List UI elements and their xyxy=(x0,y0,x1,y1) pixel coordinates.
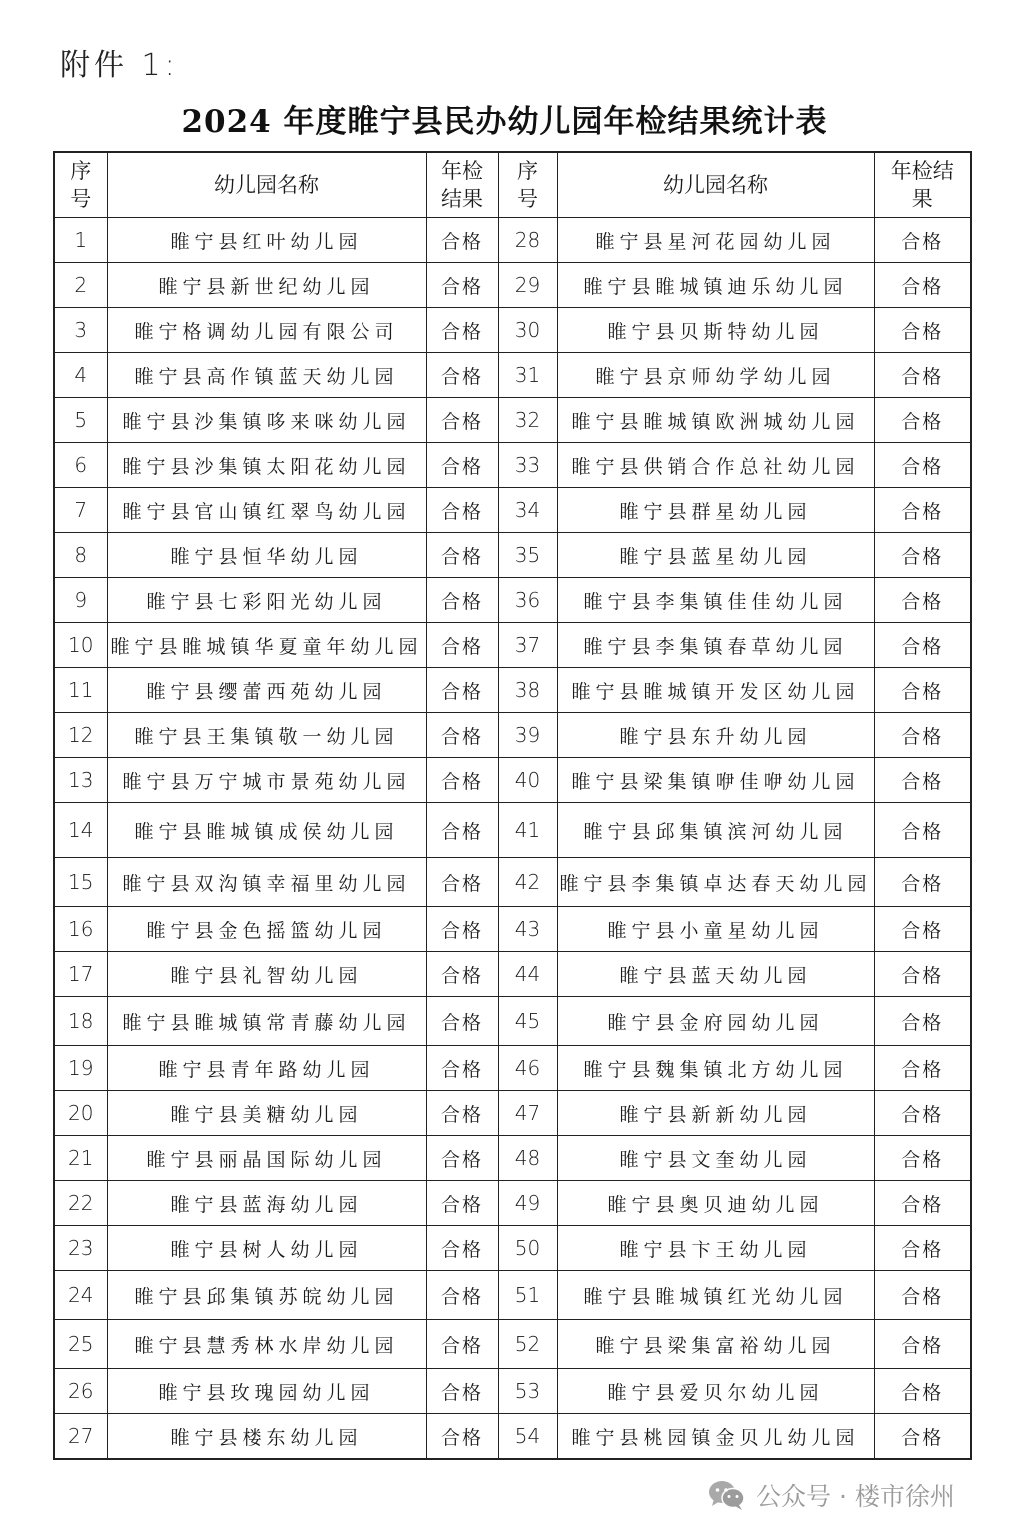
serial-no-cell: 12 xyxy=(54,713,107,758)
serial-no-cell: 49 xyxy=(498,1181,557,1226)
serial-no-cell: 29 xyxy=(498,263,557,308)
kindergarten-name-cell: 睢宁县供销合作总社幼儿园 xyxy=(557,443,874,488)
inspection-result-cell: 合格 xyxy=(426,803,498,858)
inspection-result-cell: 合格 xyxy=(874,1046,971,1091)
inspection-result-cell: 合格 xyxy=(874,952,971,997)
inspection-result-cell: 合格 xyxy=(426,668,498,713)
table-row xyxy=(54,398,971,443)
inspection-result-cell: 合格 xyxy=(874,1369,971,1414)
document-title: 2024 年度睢宁县民办幼儿园年检结果统计表 xyxy=(181,104,828,140)
kindergarten-name-cell: 睢宁县七彩阳光幼儿园 xyxy=(107,578,426,623)
kindergarten-name-cell: 睢宁县群星幼儿园 xyxy=(557,488,874,533)
kindergarten-name-cell: 睢宁县睢城镇红光幼儿园 xyxy=(557,1271,874,1320)
kindergarten-name-cell: 睢宁县金府园幼儿园 xyxy=(557,997,874,1046)
wechat-icon xyxy=(708,1479,746,1511)
table-row xyxy=(54,623,971,668)
inspection-result-cell: 合格 xyxy=(426,488,498,533)
kindergarten-name-cell: 睢宁县贝斯特幼儿园 xyxy=(557,308,874,353)
inspection-result-cell: 合格 xyxy=(426,533,498,578)
kindergarten-name-cell: 睢宁县恒华幼儿园 xyxy=(107,533,426,578)
inspection-result-cell: 合格 xyxy=(426,1271,498,1320)
inspection-result-cell: 合格 xyxy=(426,758,498,803)
serial-no-cell: 31 xyxy=(498,353,557,398)
kindergarten-name-cell: 睢宁县金色摇篮幼儿园 xyxy=(107,907,426,952)
inspection-result-cell: 合格 xyxy=(426,858,498,907)
kindergarten-name-cell: 睢宁县李集镇佳佳幼儿园 xyxy=(557,578,874,623)
serial-no-cell: 30 xyxy=(498,308,557,353)
table-row xyxy=(54,1091,971,1136)
serial-no-cell: 41 xyxy=(498,803,557,858)
kindergarten-name-cell: 睢宁县新世纪幼儿园 xyxy=(107,263,426,308)
inspection-result-cell: 合格 xyxy=(426,353,498,398)
serial-no-cell: 10 xyxy=(54,623,107,668)
inspection-result-cell: 合格 xyxy=(874,308,971,353)
inspection-result-cell: 合格 xyxy=(874,713,971,758)
inspection-result-cell: 合格 xyxy=(426,1369,498,1414)
table-row xyxy=(54,263,971,308)
inspection-result-cell: 合格 xyxy=(874,353,971,398)
kindergarten-name-cell: 睢宁县慧秀林水岸幼儿园 xyxy=(107,1320,426,1369)
table-row xyxy=(54,1226,971,1271)
inspection-result-cell: 合格 xyxy=(874,1320,971,1369)
kindergarten-name-cell: 睢宁县魏集镇北方幼儿园 xyxy=(557,1046,874,1091)
kindergarten-name-cell: 睢宁县蓝天幼儿园 xyxy=(557,952,874,997)
kindergarten-name-cell: 睢宁县高作镇蓝天幼儿园 xyxy=(107,353,426,398)
kindergarten-name-cell: 睢宁县楼东幼儿园 xyxy=(107,1414,426,1460)
kindergarten-name-cell: 睢宁县奥贝迪幼儿园 xyxy=(557,1181,874,1226)
serial-no-cell: 26 xyxy=(54,1369,107,1414)
kindergarten-name-cell: 睢宁县邱集镇滨河幼儿园 xyxy=(557,803,874,858)
serial-no-cell: 35 xyxy=(498,533,557,578)
kindergarten-name-cell: 睢宁县礼智幼儿园 xyxy=(107,952,426,997)
serial-no-cell: 7 xyxy=(54,488,107,533)
kindergarten-name-cell: 睢宁县树人幼儿园 xyxy=(107,1226,426,1271)
serial-no-cell: 27 xyxy=(54,1414,107,1460)
inspection-result-cell: 合格 xyxy=(426,907,498,952)
serial-no-cell: 36 xyxy=(498,578,557,623)
table-body xyxy=(54,218,971,1460)
table-row xyxy=(54,578,971,623)
inspection-result-cell: 合格 xyxy=(874,443,971,488)
inspection-result-cell: 合格 xyxy=(874,997,971,1046)
kindergarten-name-cell: 睢宁格调幼儿园有限公司 xyxy=(107,308,426,353)
inspection-result-cell: 合格 xyxy=(426,623,498,668)
inspection-result-cell: 合格 xyxy=(874,578,971,623)
header-inspection-result-2: 年检结果 xyxy=(874,152,971,218)
kindergarten-name-cell: 睢宁县沙集镇太阳花幼儿园 xyxy=(107,443,426,488)
inspection-result-cell: 合格 xyxy=(426,1136,498,1181)
table-row xyxy=(54,907,971,952)
kindergarten-name-cell: 睢宁县李集镇卓达春天幼儿园 xyxy=(557,858,874,907)
serial-no-cell: 21 xyxy=(54,1136,107,1181)
serial-no-cell: 44 xyxy=(498,952,557,997)
header-serial-no: 序号 xyxy=(54,152,107,218)
table-row xyxy=(54,1181,971,1226)
inspection-result-cell: 合格 xyxy=(874,398,971,443)
kindergarten-name-cell: 睢宁县睢城镇华夏童年幼儿园 xyxy=(107,623,426,668)
serial-no-cell: 5 xyxy=(54,398,107,443)
table-row xyxy=(54,997,971,1046)
serial-no-cell: 51 xyxy=(498,1271,557,1320)
inspection-result-cell: 合格 xyxy=(874,1414,971,1460)
serial-no-cell: 6 xyxy=(54,443,107,488)
serial-no-cell: 19 xyxy=(54,1046,107,1091)
inspection-result-cell: 合格 xyxy=(426,263,498,308)
serial-no-cell: 53 xyxy=(498,1369,557,1414)
inspection-result-cell: 合格 xyxy=(426,308,498,353)
kindergarten-name-cell: 睢宁县缨蕾西苑幼儿园 xyxy=(107,668,426,713)
inspection-result-cell: 合格 xyxy=(874,1181,971,1226)
serial-no-cell: 54 xyxy=(498,1414,557,1460)
serial-no-cell: 28 xyxy=(498,218,557,263)
table-row xyxy=(54,952,971,997)
kindergarten-name-cell: 睢宁县玫瑰园幼儿园 xyxy=(107,1369,426,1414)
kindergarten-name-cell: 睢宁县青年路幼儿园 xyxy=(107,1046,426,1091)
kindergarten-name-cell: 睢宁县万宁城市景苑幼儿园 xyxy=(107,758,426,803)
table-row xyxy=(54,443,971,488)
kindergarten-name-cell: 睢宁县卞王幼儿园 xyxy=(557,1226,874,1271)
kindergarten-name-cell: 睢宁县邱集镇苏皖幼儿园 xyxy=(107,1271,426,1320)
table-row xyxy=(54,218,971,263)
serial-no-cell: 4 xyxy=(54,353,107,398)
table-row xyxy=(54,1046,971,1091)
table-row xyxy=(54,1136,971,1181)
kindergarten-name-cell: 睢宁县梁集富裕幼儿园 xyxy=(557,1320,874,1369)
serial-no-cell: 47 xyxy=(498,1091,557,1136)
inspection-result-cell: 合格 xyxy=(874,858,971,907)
serial-no-cell: 50 xyxy=(498,1226,557,1271)
inspection-result-cell: 合格 xyxy=(426,1091,498,1136)
attachment-label: 附件 1: xyxy=(60,48,179,83)
header-kindergarten-name: 幼儿园名称 xyxy=(107,152,426,218)
serial-no-cell: 34 xyxy=(498,488,557,533)
kindergarten-name-cell: 睢宁县桃园镇金贝儿幼儿园 xyxy=(557,1414,874,1460)
table-row xyxy=(54,533,971,578)
kindergarten-name-cell: 睢宁县京师幼学幼儿园 xyxy=(557,353,874,398)
kindergarten-name-cell: 睢宁县蓝星幼儿园 xyxy=(557,533,874,578)
inspection-result-cell: 合格 xyxy=(426,1320,498,1369)
watermark-text: 公众号 · 楼市徐州 xyxy=(756,1482,955,1511)
watermark xyxy=(708,1477,955,1513)
serial-no-cell: 42 xyxy=(498,858,557,907)
serial-no-cell: 25 xyxy=(54,1320,107,1369)
inspection-result-cell: 合格 xyxy=(874,758,971,803)
header-serial-no-2: 序号 xyxy=(498,152,557,218)
serial-no-cell: 32 xyxy=(498,398,557,443)
inspection-result-cell: 合格 xyxy=(874,803,971,858)
kindergarten-name-cell: 睢宁县小童星幼儿园 xyxy=(557,907,874,952)
serial-no-cell: 24 xyxy=(54,1271,107,1320)
serial-no-cell: 3 xyxy=(54,308,107,353)
kindergarten-name-cell: 睢宁县睢城镇成侯幼儿园 xyxy=(107,803,426,858)
serial-no-cell: 39 xyxy=(498,713,557,758)
inspection-result-cell: 合格 xyxy=(874,668,971,713)
serial-no-cell: 1 xyxy=(54,218,107,263)
kindergarten-name-cell: 睢宁县文奎幼儿园 xyxy=(557,1136,874,1181)
inspection-result-cell: 合格 xyxy=(426,398,498,443)
kindergarten-name-cell: 睢宁县王集镇敬一幼儿园 xyxy=(107,713,426,758)
inspection-result-cell: 合格 xyxy=(874,1271,971,1320)
header-inspection-result: 年检结果 xyxy=(426,152,498,218)
inspection-result-cell: 合格 xyxy=(874,488,971,533)
inspection-results-table xyxy=(53,151,972,1460)
table-row xyxy=(54,1271,971,1320)
table-row xyxy=(54,803,971,858)
table-row xyxy=(54,353,971,398)
kindergarten-name-cell: 睢宁县官山镇红翠鸟幼儿园 xyxy=(107,488,426,533)
serial-no-cell: 22 xyxy=(54,1181,107,1226)
inspection-result-cell: 合格 xyxy=(426,1414,498,1460)
inspection-result-cell: 合格 xyxy=(426,443,498,488)
kindergarten-name-cell: 睢宁县李集镇春草幼儿园 xyxy=(557,623,874,668)
table-row xyxy=(54,858,971,907)
table-row xyxy=(54,668,971,713)
inspection-result-cell: 合格 xyxy=(426,1046,498,1091)
serial-no-cell: 9 xyxy=(54,578,107,623)
kindergarten-name-cell: 睢宁县红叶幼儿园 xyxy=(107,218,426,263)
inspection-result-cell: 合格 xyxy=(874,263,971,308)
inspection-result-cell: 合格 xyxy=(874,907,971,952)
serial-no-cell: 17 xyxy=(54,952,107,997)
kindergarten-name-cell: 睢宁县睢城镇迪乐幼儿园 xyxy=(557,263,874,308)
serial-no-cell: 13 xyxy=(54,758,107,803)
table-header-row xyxy=(54,152,971,218)
inspection-result-cell: 合格 xyxy=(426,952,498,997)
serial-no-cell: 8 xyxy=(54,533,107,578)
kindergarten-name-cell: 睢宁县梁集镇咿佳咿幼儿园 xyxy=(557,758,874,803)
serial-no-cell: 15 xyxy=(54,858,107,907)
serial-no-cell: 37 xyxy=(498,623,557,668)
inspection-result-cell: 合格 xyxy=(874,533,971,578)
table-row xyxy=(54,758,971,803)
serial-no-cell: 2 xyxy=(54,263,107,308)
kindergarten-name-cell: 睢宁县睢城镇欧洲城幼儿园 xyxy=(557,398,874,443)
table-row xyxy=(54,308,971,353)
serial-no-cell: 33 xyxy=(498,443,557,488)
kindergarten-name-cell: 睢宁县双沟镇幸福里幼儿园 xyxy=(107,858,426,907)
serial-no-cell: 20 xyxy=(54,1091,107,1136)
table-row xyxy=(54,1414,971,1460)
inspection-result-cell: 合格 xyxy=(874,1136,971,1181)
kindergarten-name-cell: 睢宁县睢城镇常青藤幼儿园 xyxy=(107,997,426,1046)
inspection-result-cell: 合格 xyxy=(426,997,498,1046)
serial-no-cell: 52 xyxy=(498,1320,557,1369)
kindergarten-name-cell: 睢宁县东升幼儿园 xyxy=(557,713,874,758)
table-row xyxy=(54,1320,971,1369)
serial-no-cell: 38 xyxy=(498,668,557,713)
inspection-result-cell: 合格 xyxy=(426,218,498,263)
inspection-result-cell: 合格 xyxy=(426,713,498,758)
inspection-result-cell: 合格 xyxy=(874,1091,971,1136)
kindergarten-name-cell: 睢宁县爱贝尔幼儿园 xyxy=(557,1369,874,1414)
serial-no-cell: 43 xyxy=(498,907,557,952)
kindergarten-name-cell: 睢宁县丽晶国际幼儿园 xyxy=(107,1136,426,1181)
inspection-result-cell: 合格 xyxy=(426,578,498,623)
inspection-result-cell: 合格 xyxy=(874,1226,971,1271)
serial-no-cell: 46 xyxy=(498,1046,557,1091)
header-kindergarten-name-2: 幼儿园名称 xyxy=(557,152,874,218)
kindergarten-name-cell: 睢宁县美糖幼儿园 xyxy=(107,1091,426,1136)
inspection-result-cell: 合格 xyxy=(426,1181,498,1226)
serial-no-cell: 18 xyxy=(54,997,107,1046)
serial-no-cell: 16 xyxy=(54,907,107,952)
kindergarten-name-cell: 睢宁县新新幼儿园 xyxy=(557,1091,874,1136)
serial-no-cell: 23 xyxy=(54,1226,107,1271)
kindergarten-name-cell: 睢宁县星河花园幼儿园 xyxy=(557,218,874,263)
table-row xyxy=(54,713,971,758)
serial-no-cell: 48 xyxy=(498,1136,557,1181)
table-row xyxy=(54,488,971,533)
kindergarten-name-cell: 睢宁县沙集镇哆来咪幼儿园 xyxy=(107,398,426,443)
kindergarten-name-cell: 睢宁县睢城镇开发区幼儿园 xyxy=(557,668,874,713)
serial-no-cell: 11 xyxy=(54,668,107,713)
kindergarten-name-cell: 睢宁县蓝海幼儿园 xyxy=(107,1181,426,1226)
serial-no-cell: 45 xyxy=(498,997,557,1046)
table-row xyxy=(54,1369,971,1414)
inspection-result-cell: 合格 xyxy=(426,1226,498,1271)
serial-no-cell: 40 xyxy=(498,758,557,803)
inspection-result-cell: 合格 xyxy=(874,218,971,263)
serial-no-cell: 14 xyxy=(54,803,107,858)
inspection-result-cell: 合格 xyxy=(874,623,971,668)
